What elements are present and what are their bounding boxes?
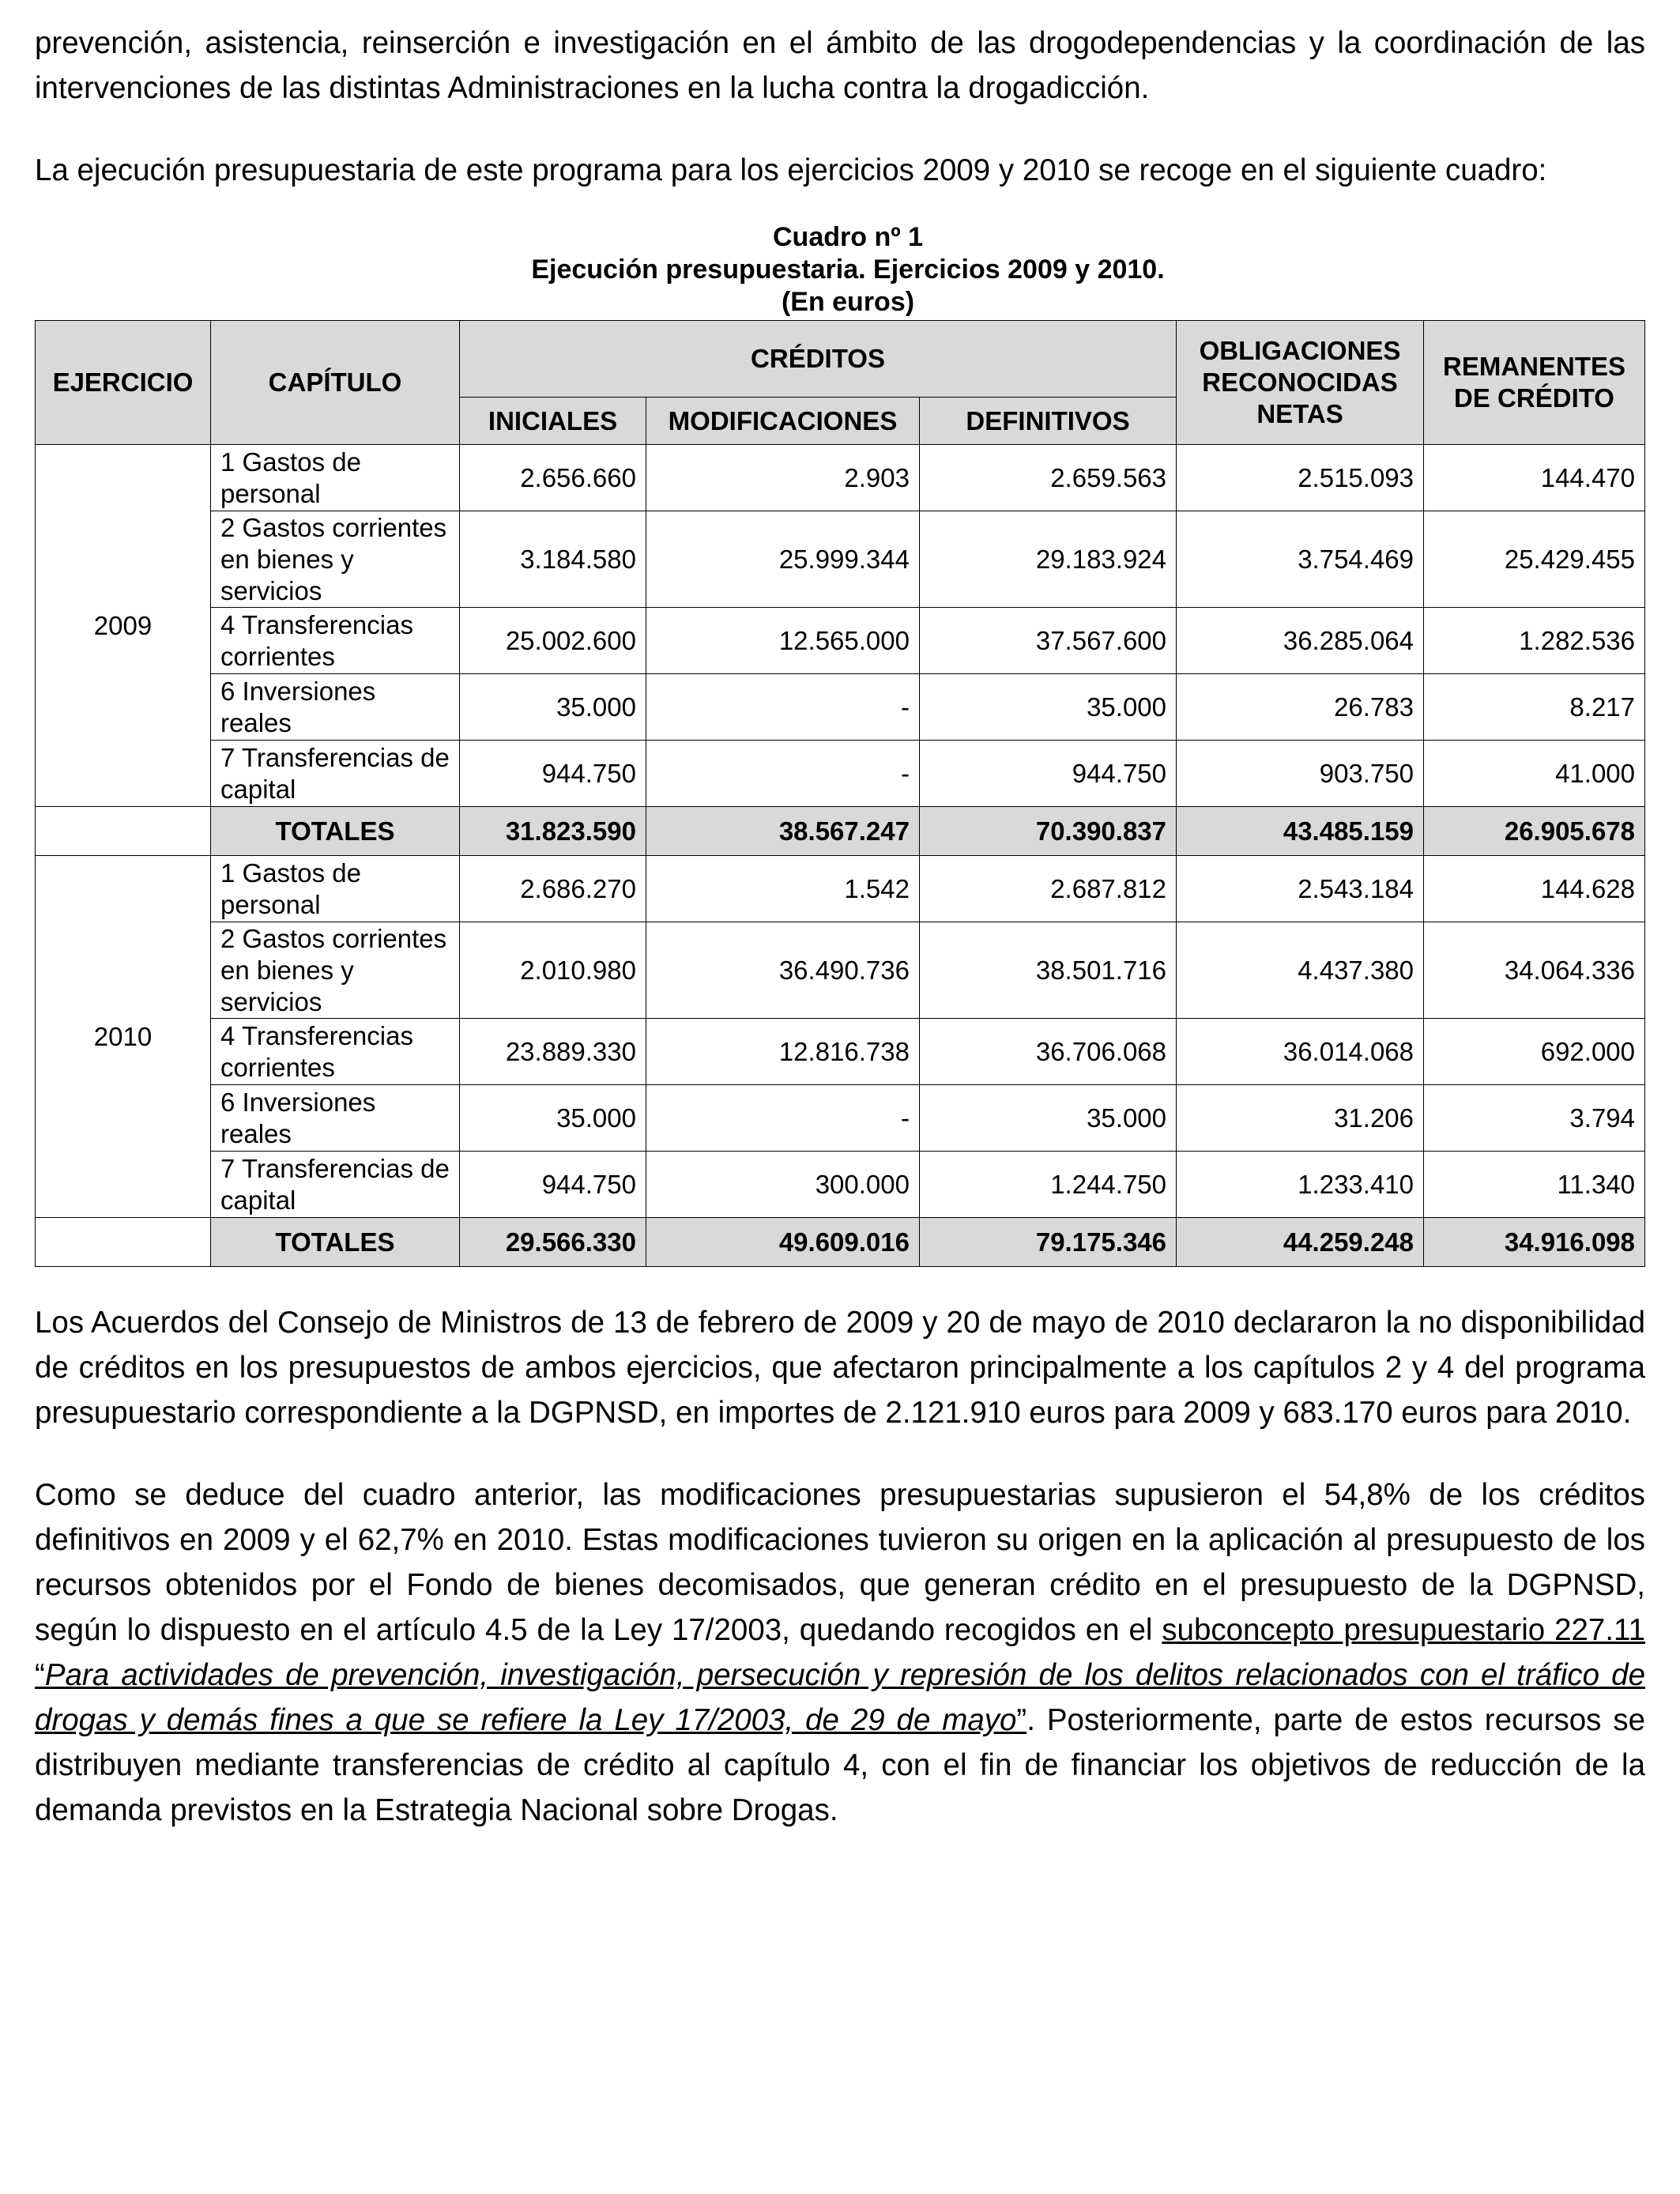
modificaciones-cell: 300.000 [646, 1152, 920, 1218]
table-row [36, 511, 1645, 608]
table-row [36, 445, 1645, 511]
modificaciones-cell: 12.816.738 [646, 1019, 920, 1085]
definitivos-cell: 36.706.068 [920, 1019, 1177, 1085]
modificaciones-cell: - [646, 674, 920, 741]
definitivos-cell: 29.183.924 [920, 511, 1177, 608]
p4-subconcepto-link: subconcepto presupuestario 227.11 “Para actividades de prevención, investigación, persecución y represión de los delitos relacionados con el tráfico de drogas y demás fines a que se refiere la Ley 17/2003, de 29 de mayo” [35, 1613, 1645, 1737]
capitulo-cell: 6 Inversiones reales [211, 674, 460, 741]
obligaciones-cell: 36.285.064 [1177, 608, 1424, 674]
p4-text-end: . Posteriormente, parte de estos recursos se distribuyen mediante transferencias de crédito al capítulo 4, con el fin de financiar los objetivos de reducción de la demanda previstos en la Estrategia Nacional sobre Drogas. [35, 1703, 1645, 1827]
remanentes-cell: 25.429.455 [1424, 511, 1645, 608]
table-row [36, 608, 1645, 674]
table-row [36, 856, 1645, 922]
modificaciones-cell: 25.999.344 [646, 511, 920, 608]
table-row [36, 1019, 1645, 1085]
remanentes-cell: 11.340 [1424, 1152, 1645, 1218]
year-cell-continued [36, 1218, 211, 1267]
definitivos-cell: 1.244.750 [920, 1152, 1177, 1218]
remanentes-cell: 41.000 [1424, 741, 1645, 807]
obligaciones-cell: 2.515.093 [1177, 445, 1424, 511]
definitivos-cell: 2.687.812 [920, 856, 1177, 922]
definitivos-cell: 35.000 [920, 1085, 1177, 1152]
table-header [36, 321, 1645, 445]
capitulo-cell: 7 Transferencias de capital [211, 741, 460, 807]
remanentes-cell: 144.628 [1424, 856, 1645, 922]
remanentes-cell: 34.064.336 [1424, 922, 1645, 1019]
table-row [36, 741, 1645, 807]
iniciales-cell: 2.686.270 [460, 856, 646, 922]
obligaciones-total: 43.485.159 [1177, 807, 1424, 856]
modificaciones-cell: 12.565.000 [646, 608, 920, 674]
iniciales-cell: 35.000 [460, 1085, 646, 1152]
caption-title: Cuadro nº 1 [773, 222, 923, 252]
capitulo-cell: 1 Gastos de personal [211, 445, 460, 511]
p4-text-start: Como se deduce del cuadro anterior, las modificaciones presupuestarias supusieron el 54,8% de los créditos definitivos en 2009 y el 62,7% en 2010. Estas modificaciones tuvieron su origen en la aplicación al presupuesto de los recursos obtenidos por el Fondo de bienes decomisados, que generan crédito en el presupuesto de la DGPNSD, según lo dispuesto en el artículo 4.5 de la Ley 17/2003, quedando recogidos en el [35, 1478, 1645, 1647]
obligaciones-cell: 36.014.068 [1177, 1019, 1424, 1085]
year-cell: 2010 [36, 856, 211, 1218]
intro-paragraph-1: prevención, asistencia, reinserción e investigación en el ámbito de las drogodependencias y la coordinación de las intervenciones de las distintas Administraciones en la lucha contra la drogadicción. [35, 26, 1645, 105]
p4-subconcepto-title: Para actividades de prevención, investigación, persecución y represión de los delitos relacionados con el tráfico de drogas y demás fines a que se refiere la Ley 17/2003, de 29 de mayo [35, 1658, 1645, 1737]
obligaciones-cell: 31.206 [1177, 1085, 1424, 1152]
iniciales-cell: 944.750 [460, 1152, 646, 1218]
intro-paragraph-2: La ejecución presupuestaria de este programa para los ejercicios 2009 y 2010 se recoge en el siguiente cuadro: [35, 153, 1547, 187]
iniciales-total: 31.823.590 [460, 807, 646, 856]
remanentes-cell: 144.470 [1424, 445, 1645, 511]
capitulo-cell: 2 Gastos corrientes en bienes y servicios [211, 922, 460, 1019]
obligaciones-cell: 4.437.380 [1177, 922, 1424, 1019]
definitivos-total: 70.390.837 [920, 807, 1177, 856]
modificaciones-cell: - [646, 741, 920, 807]
document-page [35, 21, 1645, 1833]
caption-units: (En euros) [781, 287, 915, 317]
header-creditos: CRÉDITOS [460, 321, 1177, 398]
group-2009 [36, 445, 1645, 856]
header-modificaciones: MODIFICACIONES [646, 398, 920, 445]
modificaciones-total: 38.567.247 [646, 807, 920, 856]
totals-label: TOTALES [211, 1218, 460, 1267]
remanentes-total: 34.916.098 [1424, 1218, 1645, 1267]
header-remanentes: REMANENTES DE CRÉDITO [1424, 321, 1645, 445]
definitivos-cell: 38.501.716 [920, 922, 1177, 1019]
year-cell: 2009 [36, 445, 211, 807]
totals-row [36, 807, 1645, 856]
remanentes-cell: 692.000 [1424, 1019, 1645, 1085]
obligaciones-cell: 1.233.410 [1177, 1152, 1424, 1218]
remanentes-cell: 8.217 [1424, 674, 1645, 741]
iniciales-cell: 2.010.980 [460, 922, 646, 1019]
iniciales-cell: 2.656.660 [460, 445, 646, 511]
capitulo-cell: 2 Gastos corrientes en bienes y servicios [211, 511, 460, 608]
iniciales-total: 29.566.330 [460, 1218, 646, 1267]
iniciales-cell: 25.002.600 [460, 608, 646, 674]
definitivos-cell: 37.567.600 [920, 608, 1177, 674]
table-row [36, 922, 1645, 1019]
caption-subtitle: Ejecución presupuestaria. Ejercicios 2009 y 2010. [531, 254, 1165, 285]
obligaciones-total: 44.259.248 [1177, 1218, 1424, 1267]
header-ejercicio: EJERCICIO [36, 321, 211, 445]
header-iniciales: INICIALES [460, 398, 646, 445]
obligaciones-cell: 26.783 [1177, 674, 1424, 741]
modificaciones-cell: 2.903 [646, 445, 920, 511]
modificaciones-cell: 1.542 [646, 856, 920, 922]
header-obligaciones: OBLIGACIONES RECONOCIDAS NETAS [1177, 321, 1424, 445]
totals-label: TOTALES [211, 807, 460, 856]
table-row [36, 1085, 1645, 1152]
definitivos-total: 79.175.346 [920, 1218, 1177, 1267]
iniciales-cell: 3.184.580 [460, 511, 646, 608]
body-paragraph-3: Los Acuerdos del Consejo de Ministros de 13 de febrero de 2009 y 20 de mayo de 2010 declararon la no disponibilidad de créditos en los presupuestos de ambos ejercicios, que afectaron principalmente a los capítulos 2 y 4 del programa presupuestario correspondiente a la DGPNSD, en importes de 2.121.910 euros para 2009 y 683.170 euros para 2010. [35, 1306, 1645, 1430]
remanentes-cell: 3.794 [1424, 1085, 1645, 1152]
budget-table [35, 320, 1645, 1267]
table-row [36, 674, 1645, 741]
remanentes-total: 26.905.678 [1424, 807, 1645, 856]
modificaciones-cell: - [646, 1085, 920, 1152]
definitivos-cell: 2.659.563 [920, 445, 1177, 511]
table-caption [51, 221, 1645, 319]
capitulo-cell: 7 Transferencias de capital [211, 1152, 460, 1218]
modificaciones-total: 49.609.016 [646, 1218, 920, 1267]
table-row [36, 1152, 1645, 1218]
totals-row [36, 1218, 1645, 1267]
header-definitivos: DEFINITIVOS [920, 398, 1177, 445]
definitivos-cell: 944.750 [920, 741, 1177, 807]
group-2010 [36, 856, 1645, 1267]
remanentes-cell: 1.282.536 [1424, 608, 1645, 674]
obligaciones-cell: 3.754.469 [1177, 511, 1424, 608]
capitulo-cell: 4 Transferencias corrientes [211, 608, 460, 674]
obligaciones-cell: 2.543.184 [1177, 856, 1424, 922]
capitulo-cell: 4 Transferencias corrientes [211, 1019, 460, 1085]
iniciales-cell: 35.000 [460, 674, 646, 741]
header-capitulo: CAPÍTULO [211, 321, 460, 445]
body-paragraph-4 [35, 1472, 1645, 1833]
year-cell-continued [36, 807, 211, 856]
capitulo-cell: 6 Inversiones reales [211, 1085, 460, 1152]
iniciales-cell: 23.889.330 [460, 1019, 646, 1085]
capitulo-cell: 1 Gastos de personal [211, 856, 460, 922]
iniciales-cell: 944.750 [460, 741, 646, 807]
modificaciones-cell: 36.490.736 [646, 922, 920, 1019]
obligaciones-cell: 903.750 [1177, 741, 1424, 807]
definitivos-cell: 35.000 [920, 674, 1177, 741]
